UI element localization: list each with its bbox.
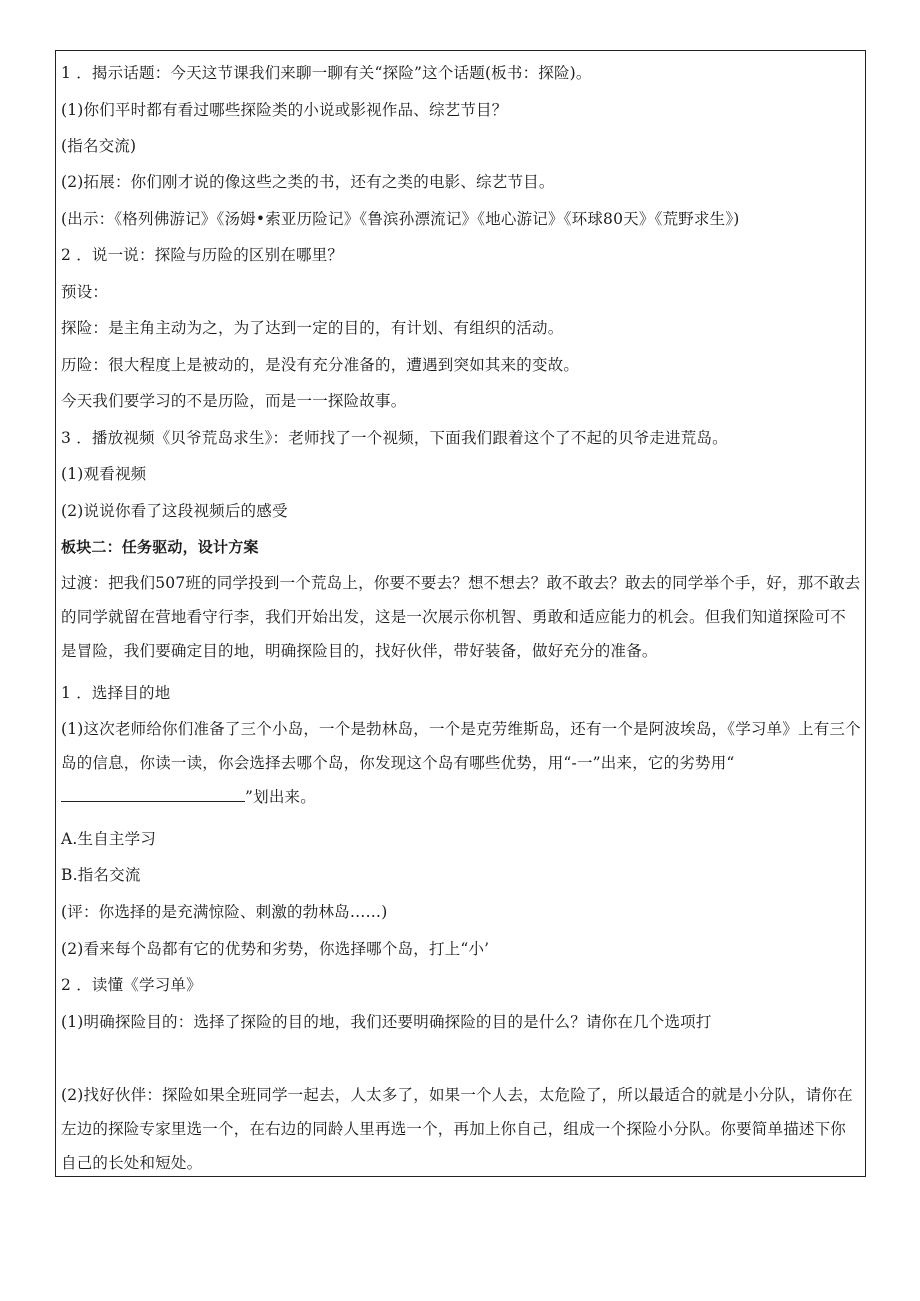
paragraph-extension: (2)拓展：你们刚才说的像这些之类的书，还有之类的电影、综艺节目。 [61, 173, 555, 191]
paragraph-choose-island: (2)看来每个岛都有它的优势和劣势，你选择哪个岛，打上“小’ [61, 940, 490, 958]
paragraph-today-topic: 今天我们要学习的不是历险，而是一一探险故事。 [61, 392, 407, 410]
paragraph-read-worksheet: 2 ．读懂《学习单》 [61, 976, 202, 994]
paragraph-difference-question: 2 ．说一说：探险与历险的区别在哪里？ [61, 246, 344, 264]
paragraph-watch-video: (1)观看视频 [61, 465, 147, 483]
paragraph-comment: (评：你选择的是充满惊险、刺激的勃林岛……) [61, 903, 388, 921]
paragraph-definition-adventure: 历险：很大程度上是被动的，是没有充分准备的，遭遇到突如其来的变故。 [61, 356, 580, 374]
paragraph-named-exchange: B.指名交流 [61, 866, 141, 884]
paragraph-exchange: (指名交流) [61, 137, 137, 155]
paragraph-play-video: 3 ．播放视频《贝爷荒岛求生》：老师找了一个视频，下面我们跟着这个了不起的贝爷走进荒岛。 [61, 429, 728, 447]
paragraph-reveal-topic: 1 ．揭示话题：今天这节课我们来聊一聊有关“探险”这个话题(板书：探险)。 [61, 64, 592, 82]
paragraph-purpose: (1)明确探险目的：选择了探险的目的地，我们还要明确探险的目的是什么？请你在几个选项打 [61, 1013, 712, 1031]
paragraph-choose-destination: 1 ．选择目的地 [61, 684, 171, 702]
paragraph-preset: 预设： [61, 283, 109, 301]
paragraph-feelings: (2)说说你看了这段视频后的感受 [61, 502, 288, 520]
paragraph-self-study: A.生自主学习 [61, 830, 157, 848]
paragraph-find-partners: (2)找好伙伴：探险如果全班同学一起去，人太多了，如果一个人去，太危险了，所以最适合的就是小分队，请你在左边的探险专家里选一个，在右边的同龄人里再选一个，再加上你自己，组成一个探险小分队。你要简单描述下你自己的长处和短处。 [61, 1086, 853, 1172]
paragraph-question-works: (1)你们平时都有看过哪些探险类的小说或影视作品、综艺节目？ [61, 101, 508, 119]
paragraph-three-islands [61, 712, 861, 814]
paragraph-three-islands-tail: ”划出来。 [245, 788, 316, 806]
underline-blank [61, 789, 245, 802]
paragraph-transition: 过渡：把我们507班的同学投到一个荒岛上，你要不要去？想不想去？敢不敢去？敢去的同学举个手，好，那不敢去的同学就留在营地看守行李，我们开始出发，这是一次展示你机智、勇敢和适应能力的机会。但我们知道探险可不是冒险，我们要确定目的地，明确探险目的，找好伙伴，带好装备，做好充分的准备。 [61, 574, 861, 660]
section-heading-block-two: 板块二：任务驱动，设计方案 [61, 538, 259, 556]
paragraph-definition-explore: 探险：是主角主动为之，为了达到一定的目的，有计划、有组织的活动。 [61, 319, 564, 337]
paragraph-book-list: (出示：《格列佛游记》《汤姆•索亚历险记》《鲁滨孙漂流记》《地心游记》《环球80天》《荒野求生》) [61, 210, 740, 228]
paragraph-three-islands-text: (1)这次老师给你们准备了三个小岛，一个是勃林岛，一个是克劳维斯岛，还有一个是阿波埃岛，《学习单》上有三个岛的信息，你读一读，你会选择去哪个岛，你发现这个岛有哪些优势，用“-一”出来，它的劣势用“ [61, 720, 861, 772]
